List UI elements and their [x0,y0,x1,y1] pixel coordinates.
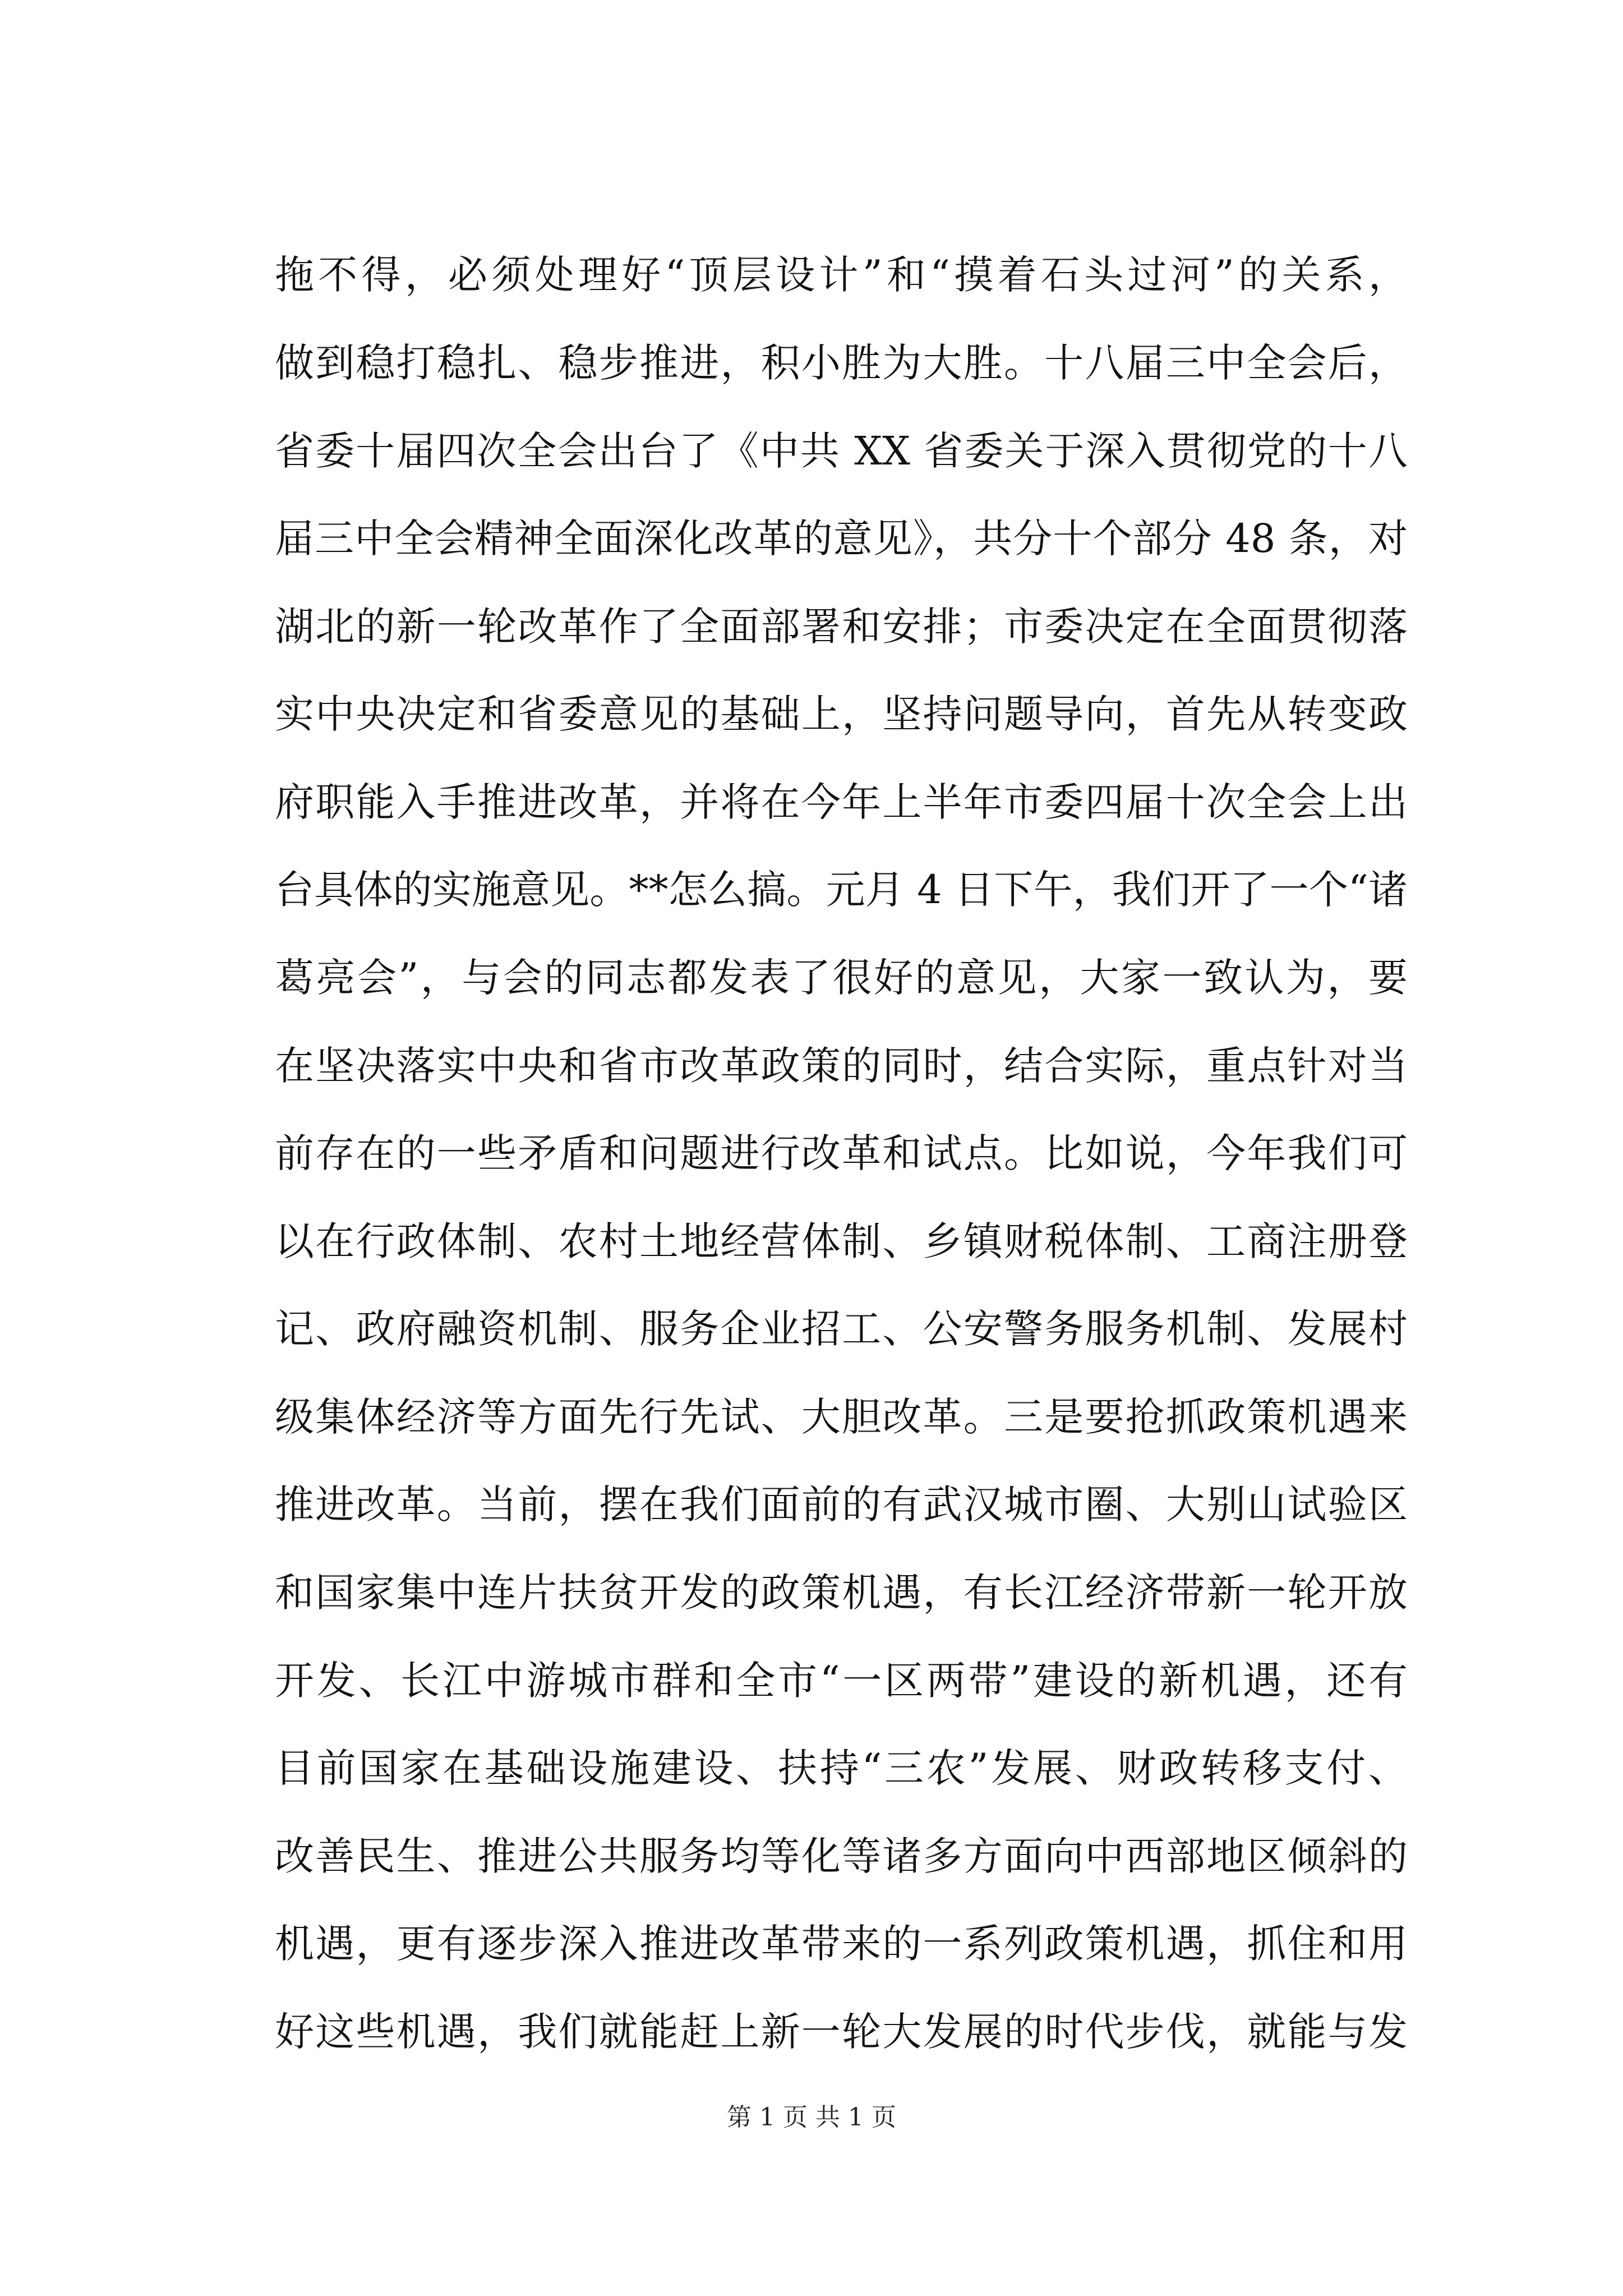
text-line: 推进改革。当前，摆在我们面前的有武汉城市圈、大别山试验区 [275,1481,1408,1527]
text-line: 在坚决落实中央和省市改革政策的同时，结合实际，重点针对当 [275,1043,1408,1089]
text-line: 做到稳打稳扎、稳步推进，积小胜为大胜。十八届三中全会后， [275,340,1408,386]
text-line: 记、政府融资机制、服务企业招工、公安警务服务机制、发展村 [275,1306,1408,1352]
text-line: 拖不得，必须处理好“顶层设计”和“摸着石头过河”的关系， [275,252,1408,298]
text-line: 开发、长江中游城市群和全市“一区两带”建设的新机遇，还有 [275,1658,1408,1704]
text-line: 实中央决定和省委意见的基础上，坚持问题导向，首先从转变政 [275,691,1408,737]
text-line: 前存在的一些矛盾和问题进行改革和试点。比如说，今年我们可 [275,1130,1408,1176]
text-line: 目前国家在基础设施建设、扶持“三农”发展、财政转移支付、 [275,1745,1408,1791]
text-line: 级集体经济等方面先行先试、大胆改革。三是要抢抓政策机遇来 [275,1394,1408,1440]
text-line: 机遇，更有逐步深入推进改革带来的一系列政策机遇，抓住和用 [275,1921,1408,1967]
text-line: 省委十届四次全会出台了《中共 XX 省委关于深入贯彻党的十八 [275,428,1408,474]
text-line: 届三中全会精神全面深化改革的意见》，共分十个部分 48 条，对 [275,516,1408,562]
text-line: 好这些机遇，我们就能赶上新一轮大发展的时代步伐，就能与发 [275,2009,1408,2055]
text-line: 湖北的新一轮改革作了全面部署和安排；市委决定在全面贯彻落 [275,604,1408,650]
text-line: 和国家集中连片扶贫开发的政策机遇，有长江经济带新一轮开放 [275,1570,1408,1616]
text-line: 改善民生、推进公共服务均等化等诸多方面向中西部地区倾斜的 [275,1833,1408,1879]
text-line: 台具体的实施意见。**怎么搞。元月 4 日下午，我们开了一个“诸 [275,867,1408,913]
text-line: 以在行政体制、农村土地经营体制、乡镇财税体制、工商注册登 [275,1218,1408,1264]
text-line: 葛亮会”，与会的同志都发表了很好的意见，大家一致认为，要 [275,955,1408,1001]
page-footer: 第 1 页 共 1 页 [727,2103,896,2132]
text-line: 府职能入手推进改革，并将在今年上半年市委四届十次全会上出 [275,779,1408,825]
